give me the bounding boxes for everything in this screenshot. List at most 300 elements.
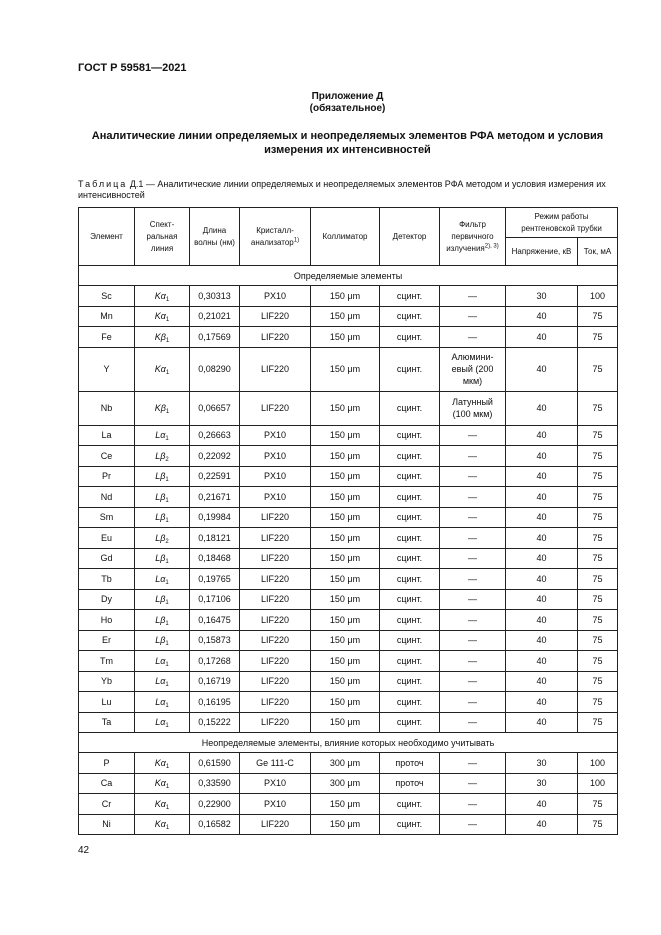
table-row <box>79 391 618 425</box>
cell-wavelength: 0,15873 <box>190 630 240 651</box>
cell-voltage: 30 <box>506 753 578 774</box>
cell-wavelength: 0,61590 <box>190 753 240 774</box>
cell-voltage: 30 <box>506 286 578 307</box>
cell-collimator: 150 μm <box>311 794 380 815</box>
header-element: Элемент <box>79 208 135 266</box>
analytical-lines-table <box>78 207 618 835</box>
cell-voltage: 40 <box>506 814 578 835</box>
cell-filter: — <box>440 794 506 815</box>
cell-filter: — <box>440 425 506 446</box>
cell-collimator: 150 μm <box>311 712 380 733</box>
cell-crystal: LIF220 <box>240 712 311 733</box>
cell-filter: — <box>440 286 506 307</box>
line-symbol: Kα <box>154 778 166 789</box>
line-subscript: 1 <box>165 436 169 443</box>
cell-element: Nd <box>79 487 135 508</box>
cell-detector: проточ <box>380 753 440 774</box>
cell-detector: сцинт. <box>380 347 440 391</box>
cell-wavelength: 0,17106 <box>190 589 240 610</box>
cell-voltage: 40 <box>506 651 578 672</box>
line-subscript: 1 <box>165 682 169 689</box>
cell-voltage: 40 <box>506 466 578 487</box>
table-row <box>79 712 618 733</box>
cell-line <box>135 610 190 631</box>
table-caption <box>78 179 618 201</box>
cell-detector: сцинт. <box>380 507 440 528</box>
table-row <box>79 306 618 327</box>
cell-current: 75 <box>578 569 618 590</box>
page-number: 42 <box>78 845 90 856</box>
cell-voltage: 40 <box>506 794 578 815</box>
cell-current: 75 <box>578 814 618 835</box>
cell-wavelength: 0,22092 <box>190 446 240 467</box>
line-symbol: Kα <box>154 819 166 830</box>
cell-line <box>135 528 190 549</box>
cell-element: Dy <box>79 589 135 610</box>
cell-wavelength: 0,15222 <box>190 712 240 733</box>
cell-current: 75 <box>578 446 618 467</box>
cell-element: Lu <box>79 692 135 713</box>
document-code: ГОСТ Р 59581—2021 <box>78 62 187 74</box>
line-symbol: Lβ <box>155 491 166 502</box>
header-spectral-line: Спект-ральная линия <box>135 208 190 266</box>
line-subscript: 1 <box>165 409 170 415</box>
line-symbol: Kβ <box>154 331 166 342</box>
table-row <box>79 569 618 590</box>
cell-filter: — <box>440 327 506 348</box>
line-symbol: Lβ <box>155 594 166 605</box>
line-subscript: 1 <box>165 296 170 303</box>
cell-crystal: PX10 <box>240 466 311 487</box>
cell-line <box>135 466 190 487</box>
cell-element: La <box>79 425 135 446</box>
cell-element: Fe <box>79 327 135 348</box>
line-subscript: 1 <box>165 477 169 484</box>
annex-title-block <box>78 91 617 115</box>
cell-element: Ce <box>79 446 135 467</box>
section-title: Определяемые элементы <box>79 266 618 286</box>
cell-wavelength: 0,22591 <box>190 466 240 487</box>
cell-voltage: 40 <box>506 692 578 713</box>
cell-wavelength: 0,30313 <box>190 286 240 307</box>
table-row <box>79 589 618 610</box>
cell-wavelength: 0,18121 <box>190 528 240 549</box>
cell-filter: — <box>440 651 506 672</box>
cell-crystal: LIF220 <box>240 589 311 610</box>
cell-wavelength: 0,06657 <box>190 391 240 425</box>
header-collimator: Коллиматор <box>311 208 380 266</box>
cell-current: 75 <box>578 425 618 446</box>
cell-line <box>135 589 190 610</box>
cell-wavelength: 0,08290 <box>190 347 240 391</box>
cell-filter: — <box>440 814 506 835</box>
table-row <box>79 630 618 651</box>
cell-element: Pr <box>79 466 135 487</box>
cell-detector: сцинт. <box>380 569 440 590</box>
cell-detector: сцинт. <box>380 391 440 425</box>
table-body <box>79 266 618 835</box>
cell-crystal: LIF220 <box>240 528 311 549</box>
cell-collimator: 150 μm <box>311 347 380 391</box>
cell-element: Tm <box>79 651 135 672</box>
table-row <box>79 327 618 348</box>
cell-voltage: 40 <box>506 391 578 425</box>
cell-line <box>135 773 190 794</box>
cell-detector: сцинт. <box>380 528 440 549</box>
cell-current: 75 <box>578 610 618 631</box>
cell-collimator: 150 μm <box>311 528 380 549</box>
cell-crystal: PX10 <box>240 773 311 794</box>
cell-wavelength: 0,17268 <box>190 651 240 672</box>
line-symbol: Lα <box>155 430 166 441</box>
cell-filter: — <box>440 446 506 467</box>
cell-filter: — <box>440 692 506 713</box>
cell-filter: — <box>440 548 506 569</box>
cell-element: Gd <box>79 548 135 569</box>
cell-element: Ta <box>79 712 135 733</box>
cell-current: 75 <box>578 487 618 508</box>
table-row <box>79 692 618 713</box>
cell-element: Mn <box>79 306 135 327</box>
line-symbol: Lβ <box>155 450 166 461</box>
header-crystal-note: 1) <box>293 236 300 243</box>
cell-collimator: 150 μm <box>311 569 380 590</box>
header-filter-note: 2), 3) <box>484 242 499 249</box>
line-subscript: 1 <box>165 370 170 376</box>
header-filter-label: Фильтр первичного излучения <box>446 219 494 253</box>
header-current: Ток, мА <box>578 238 618 266</box>
header-crystal <box>240 208 311 266</box>
cell-filter: — <box>440 753 506 774</box>
cell-line <box>135 425 190 446</box>
table-row <box>79 773 618 794</box>
table-row <box>79 528 618 549</box>
cell-line <box>135 569 190 590</box>
cell-collimator: 150 μm <box>311 692 380 713</box>
cell-element: Sc <box>79 286 135 307</box>
cell-detector: сцинт. <box>380 651 440 672</box>
cell-crystal: LIF220 <box>240 306 311 327</box>
header-voltage: Напряжение, кВ <box>506 238 578 266</box>
line-subscript: 1 <box>165 337 170 344</box>
cell-collimator: 150 μm <box>311 446 380 467</box>
cell-filter: — <box>440 487 506 508</box>
cell-line <box>135 712 190 733</box>
table-row <box>79 507 618 528</box>
line-symbol: Lα <box>155 717 166 728</box>
cell-detector: сцинт. <box>380 671 440 692</box>
cell-wavelength: 0,33590 <box>190 773 240 794</box>
cell-collimator: 150 μm <box>311 466 380 487</box>
cell-line <box>135 306 190 327</box>
cell-crystal: LIF220 <box>240 569 311 590</box>
line-symbol: Lα <box>155 676 166 687</box>
cell-line <box>135 671 190 692</box>
line-symbol: Lβ <box>155 471 166 482</box>
cell-wavelength: 0,16582 <box>190 814 240 835</box>
cell-crystal: LIF220 <box>240 814 311 835</box>
table-row <box>79 286 618 307</box>
table-label: Таблица <box>78 179 128 189</box>
cell-filter: — <box>440 671 506 692</box>
line-subscript: 1 <box>165 763 170 770</box>
cell-line <box>135 814 190 835</box>
cell-filter: — <box>440 507 506 528</box>
cell-filter: — <box>440 610 506 631</box>
cell-wavelength: 0,17569 <box>190 327 240 348</box>
cell-element: Y <box>79 347 135 391</box>
line-symbol: Kβ <box>154 403 166 413</box>
cell-collimator: 300 μm <box>311 773 380 794</box>
cell-crystal: LIF220 <box>240 651 311 672</box>
cell-filter: — <box>440 630 506 651</box>
cell-current: 75 <box>578 794 618 815</box>
cell-crystal: LIF220 <box>240 610 311 631</box>
line-subscript: 1 <box>165 579 169 586</box>
cell-crystal: LIF220 <box>240 548 311 569</box>
cell-element: Eu <box>79 528 135 549</box>
table-row <box>79 347 618 391</box>
cell-detector: сцинт. <box>380 466 440 487</box>
cell-element: Ca <box>79 773 135 794</box>
cell-crystal: LIF220 <box>240 671 311 692</box>
cell-collimator: 150 μm <box>311 306 380 327</box>
cell-detector: сцинт. <box>380 794 440 815</box>
cell-detector: проточ <box>380 773 440 794</box>
line-symbol: Kα <box>154 757 166 768</box>
cell-crystal: LIF220 <box>240 507 311 528</box>
header-tube-mode: Режим работы рентгеновской трубки <box>506 208 618 238</box>
cell-collimator: 150 μm <box>311 507 380 528</box>
cell-wavelength: 0,19765 <box>190 569 240 590</box>
cell-line <box>135 391 190 425</box>
cell-wavelength: 0,22900 <box>190 794 240 815</box>
line-symbol: Lβ <box>155 614 166 625</box>
cell-line <box>135 446 190 467</box>
cell-wavelength: 0,16475 <box>190 610 240 631</box>
cell-filter: — <box>440 589 506 610</box>
cell-voltage: 40 <box>506 630 578 651</box>
cell-current: 75 <box>578 306 618 327</box>
cell-element: Er <box>79 630 135 651</box>
cell-wavelength: 0,21671 <box>190 487 240 508</box>
header-wavelength: Длина волны (нм) <box>190 208 240 266</box>
cell-line <box>135 327 190 348</box>
line-subscript: 1 <box>165 518 169 525</box>
cell-crystal: LIF220 <box>240 391 311 425</box>
cell-collimator: 150 μm <box>311 286 380 307</box>
cell-wavelength: 0,16195 <box>190 692 240 713</box>
cell-detector: сцинт. <box>380 814 440 835</box>
cell-line <box>135 347 190 391</box>
cell-voltage: 40 <box>506 306 578 327</box>
line-symbol: Kα <box>154 364 166 374</box>
line-subscript: 1 <box>165 317 170 324</box>
cell-line <box>135 753 190 774</box>
cell-current: 75 <box>578 466 618 487</box>
cell-detector: сцинт. <box>380 589 440 610</box>
cell-current: 75 <box>578 630 618 651</box>
line-subscript: 1 <box>165 600 169 607</box>
cell-crystal: Ge 111-C <box>240 753 311 774</box>
table-row <box>79 446 618 467</box>
cell-line <box>135 692 190 713</box>
annex-title: Приложение Д <box>311 91 384 102</box>
cell-current: 100 <box>578 773 618 794</box>
table-row <box>79 651 618 672</box>
cell-detector: сцинт. <box>380 425 440 446</box>
cell-line <box>135 651 190 672</box>
cell-element: Sm <box>79 507 135 528</box>
line-subscript: 2 <box>165 538 169 545</box>
cell-voltage: 40 <box>506 347 578 391</box>
line-subscript: 1 <box>165 497 169 504</box>
cell-filter: — <box>440 306 506 327</box>
cell-crystal: PX10 <box>240 487 311 508</box>
line-symbol: Lβ <box>155 635 166 646</box>
cell-voltage: 40 <box>506 425 578 446</box>
cell-line <box>135 794 190 815</box>
cell-voltage: 40 <box>506 589 578 610</box>
cell-collimator: 150 μm <box>311 391 380 425</box>
cell-voltage: 40 <box>506 610 578 631</box>
cell-voltage: 40 <box>506 528 578 549</box>
cell-line <box>135 548 190 569</box>
cell-detector: сцинт. <box>380 712 440 733</box>
cell-line <box>135 487 190 508</box>
cell-detector: сцинт. <box>380 692 440 713</box>
cell-voltage: 40 <box>506 548 578 569</box>
cell-element: Tb <box>79 569 135 590</box>
cell-collimator: 150 μm <box>311 651 380 672</box>
table-caption-text: Д.1 — Аналитические линии определяемых и неопределяемых элементов РФА методом и условия измерения их интенсивностей <box>78 179 606 200</box>
cell-element: P <box>79 753 135 774</box>
line-symbol: Kα <box>154 798 166 809</box>
cell-detector: сцинт. <box>380 306 440 327</box>
cell-line <box>135 286 190 307</box>
cell-filter: — <box>440 569 506 590</box>
cell-current: 75 <box>578 671 618 692</box>
cell-line <box>135 630 190 651</box>
cell-voltage: 40 <box>506 327 578 348</box>
table-row <box>79 487 618 508</box>
line-subscript: 1 <box>165 723 169 730</box>
cell-element: Ho <box>79 610 135 631</box>
cell-crystal: PX10 <box>240 286 311 307</box>
table-row <box>79 753 618 774</box>
cell-current: 75 <box>578 528 618 549</box>
cell-crystal: PX10 <box>240 425 311 446</box>
cell-element: Nb <box>79 391 135 425</box>
cell-detector: сцинт. <box>380 327 440 348</box>
cell-crystal: LIF220 <box>240 347 311 391</box>
cell-crystal: LIF220 <box>240 327 311 348</box>
cell-collimator: 150 μm <box>311 327 380 348</box>
cell-wavelength: 0,26663 <box>190 425 240 446</box>
line-subscript: 1 <box>165 825 170 832</box>
cell-collimator: 150 μm <box>311 487 380 508</box>
cell-detector: сцинт. <box>380 286 440 307</box>
cell-crystal: LIF220 <box>240 692 311 713</box>
cell-detector: сцинт. <box>380 610 440 631</box>
cell-voltage: 40 <box>506 446 578 467</box>
cell-voltage: 30 <box>506 773 578 794</box>
line-subscript: 1 <box>165 804 170 811</box>
cell-collimator: 150 μm <box>311 425 380 446</box>
cell-current: 100 <box>578 753 618 774</box>
cell-wavelength: 0,21021 <box>190 306 240 327</box>
table-row <box>79 794 618 815</box>
line-subscript: 1 <box>165 620 169 627</box>
line-symbol: Lα <box>155 696 166 707</box>
table-row <box>79 610 618 631</box>
cell-wavelength: 0,19984 <box>190 507 240 528</box>
cell-wavelength: 0,16719 <box>190 671 240 692</box>
cell-current: 75 <box>578 589 618 610</box>
cell-voltage: 40 <box>506 569 578 590</box>
cell-voltage: 40 <box>506 671 578 692</box>
cell-current: 75 <box>578 347 618 391</box>
cell-collimator: 300 μm <box>311 753 380 774</box>
section-title: Неопределяемые элементы, влияние которых необходимо учитывать <box>79 733 618 753</box>
cell-element: Ni <box>79 814 135 835</box>
cell-filter: Латунный (100 мкм) <box>440 391 506 425</box>
cell-collimator: 150 μm <box>311 589 380 610</box>
annex-status: (обязательное) <box>309 103 386 114</box>
line-subscript: 1 <box>165 641 169 648</box>
cell-current: 75 <box>578 692 618 713</box>
cell-current: 75 <box>578 391 618 425</box>
table-row <box>79 425 618 446</box>
cell-filter: — <box>440 528 506 549</box>
cell-filter: — <box>440 773 506 794</box>
annex-heading: Аналитические линии определяемых и неопределяемых элементов РФА методом и условия измерения их интенсивностей <box>91 130 604 156</box>
cell-current: 75 <box>578 712 618 733</box>
header-detector: Детектор <box>380 208 440 266</box>
line-subscript: 1 <box>165 702 169 709</box>
cell-collimator: 150 μm <box>311 548 380 569</box>
cell-collimator: 150 μm <box>311 610 380 631</box>
line-symbol: Lβ <box>155 512 166 523</box>
cell-filter: Алюмини-евый (200 мкм) <box>440 347 506 391</box>
header-filter <box>440 208 506 266</box>
cell-crystal: PX10 <box>240 794 311 815</box>
cell-element: Cr <box>79 794 135 815</box>
cell-voltage: 40 <box>506 507 578 528</box>
line-symbol: Lα <box>155 573 166 584</box>
line-symbol: Lα <box>155 655 166 666</box>
table-row <box>79 548 618 569</box>
table-row <box>79 814 618 835</box>
cell-current: 75 <box>578 507 618 528</box>
cell-wavelength: 0,18468 <box>190 548 240 569</box>
line-symbol: Kα <box>154 290 166 301</box>
cell-line <box>135 507 190 528</box>
cell-detector: сцинт. <box>380 630 440 651</box>
cell-detector: сцинт. <box>380 446 440 467</box>
cell-crystal: PX10 <box>240 446 311 467</box>
cell-current: 100 <box>578 286 618 307</box>
line-subscript: 1 <box>165 661 169 668</box>
line-symbol: Kα <box>154 311 166 322</box>
table-row <box>79 671 618 692</box>
cell-voltage: 40 <box>506 487 578 508</box>
line-symbol: Lβ <box>155 532 166 543</box>
cell-current: 75 <box>578 548 618 569</box>
header-crystal-label: Кристалл-анализатор <box>250 225 294 247</box>
cell-collimator: 150 μm <box>311 814 380 835</box>
cell-element: Yb <box>79 671 135 692</box>
